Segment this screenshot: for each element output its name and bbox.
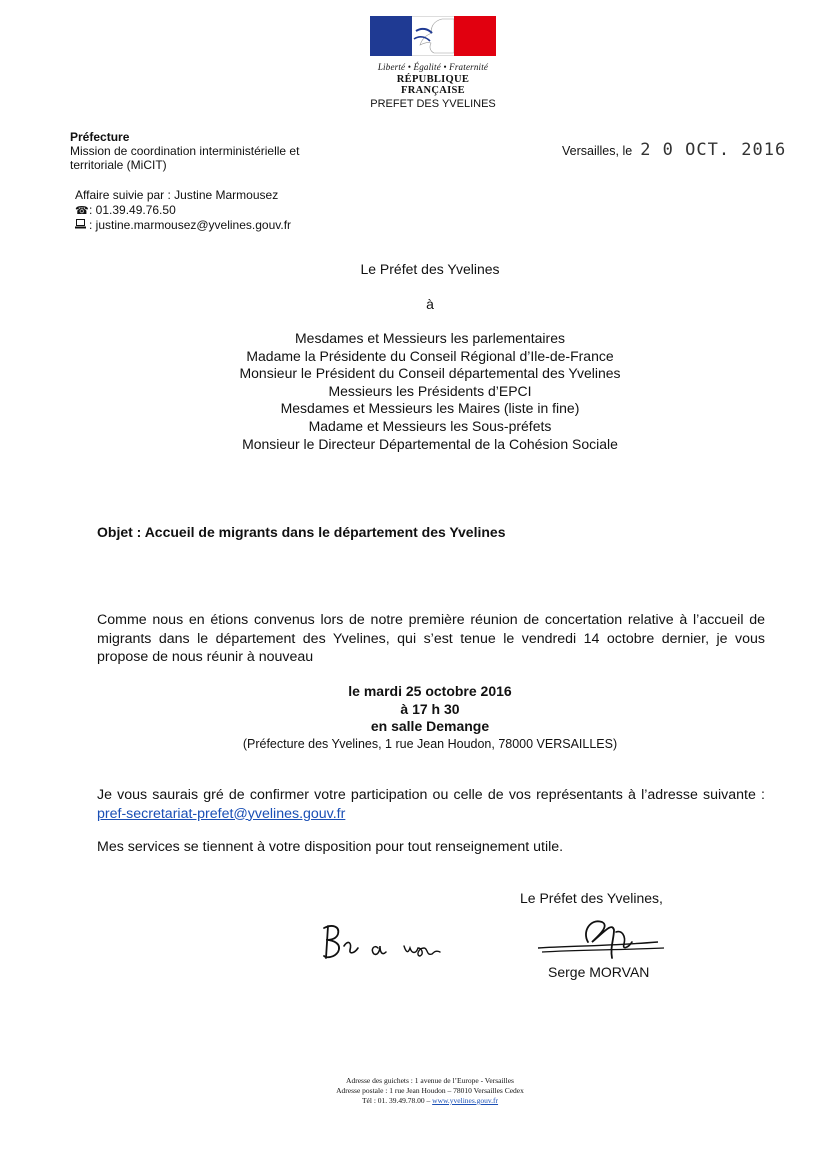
marianne-logo: [370, 16, 496, 96]
footer-website-link[interactable]: www.yvelines.gouv.fr: [432, 1096, 499, 1105]
confirm-email-link[interactable]: pref-secretariat-prefet@yvelines.gouv.fr: [97, 805, 346, 822]
meeting-date: le mardi 25 octobre 2016: [348, 683, 512, 699]
service-title: Préfecture: [70, 130, 130, 144]
recipient-item: Monsieur le Président du Conseil départemental des Yvelines: [239, 365, 621, 382]
intro-paragraph: Comme nous en étions convenus lors de notre première réunion de concertation relative à l’accueil de migrants dans le département des Yvelines, qui s’est tenue le vendredi 14 octobre dernier, je vous propose de nous réunir à nouveau: [97, 612, 765, 665]
services-paragraph: Mes services se tiennent à votre disposition pour tout renseignement utile.: [97, 839, 564, 855]
computer-icon: [75, 219, 89, 234]
date-stamp: 2 0 OCT. 2016: [640, 140, 787, 160]
contact-block: [75, 188, 291, 234]
meeting-address: (Préfecture des Yvelines, 1 rue Jean Houdon, 78000 VERSAILLES): [242, 736, 618, 751]
handwritten-note: [318, 918, 448, 973]
recipient-item: Madame et Messieurs les Sous-préfets: [308, 417, 552, 434]
sender: Le Préfet des Yvelines: [360, 261, 500, 277]
prefet-title: PREFET DES YVELINES: [370, 98, 496, 110]
footer-postal-address: Adresse postale : 1 rue Jean Houdon – 78010 Versailles Cedex: [336, 1086, 524, 1095]
recipient-item: Messieurs les Présidents d’EPCI: [328, 382, 532, 399]
service-block: [70, 130, 299, 172]
footer-contact: [300, 1096, 560, 1106]
footer: [300, 1076, 560, 1106]
confirm-paragraph: [97, 786, 765, 823]
recipient-item: Mesdames et Messieurs les parlementaires: [295, 330, 565, 346]
service-line-2: territoriale (MiCIT): [70, 158, 167, 172]
to-word: à: [426, 296, 434, 312]
phone-number: : 01.39.49.76.50: [89, 202, 176, 217]
followed-by: Affaire suivie par : Justine Marmousez: [75, 188, 279, 202]
service-line-1: Mission de coordination interministérielle et: [70, 144, 300, 158]
phone-row: [75, 203, 291, 219]
confirm-text: Je vous saurais gré de confirmer votre participation ou celle de vos représentants à l’adresse suivante :: [97, 787, 765, 803]
marianne-profile-icon: [412, 17, 454, 55]
closing-title: Le Préfet des Yvelines,: [520, 890, 663, 906]
republic-motto: Liberté • Égalité • Fraternité: [377, 62, 489, 72]
contact-email: : justine.marmousez@yvelines.gouv.fr: [89, 218, 292, 232]
date-line: [562, 140, 786, 160]
republic-name: RÉPUBLIQUE FRANÇAISE: [396, 74, 470, 96]
date-place: Versailles, le: [562, 144, 633, 158]
signatory-name: Serge MORVAN: [548, 964, 650, 980]
recipients-list: [150, 330, 710, 453]
footer-tel: Tél : 01. 39.49.78.00 –: [361, 1096, 433, 1105]
subject-line: Objet : Accueil de migrants dans le département des Yvelines: [97, 524, 506, 540]
recipient-item: Mesdames et Messieurs les Maires (liste in fine): [280, 400, 580, 417]
meeting-room: en salle Demange: [370, 718, 490, 734]
email-row: [75, 218, 291, 234]
recipient-item: Monsieur le Directeur Départemental de la Cohésion Sociale: [242, 435, 618, 452]
meeting-time: à 17 h 30: [400, 700, 460, 717]
recipient-item: Madame la Présidente du Conseil Régional d’Ile-de-France: [246, 347, 614, 364]
handwritten-signature: [528, 912, 668, 969]
footer-counter-address: Adresse des guichets : 1 avenue de l’Europe - Versailles: [346, 1076, 514, 1085]
tricolor-flag: [370, 16, 496, 56]
phone-icon: ☎: [75, 204, 89, 217]
meeting-details: [150, 683, 710, 753]
